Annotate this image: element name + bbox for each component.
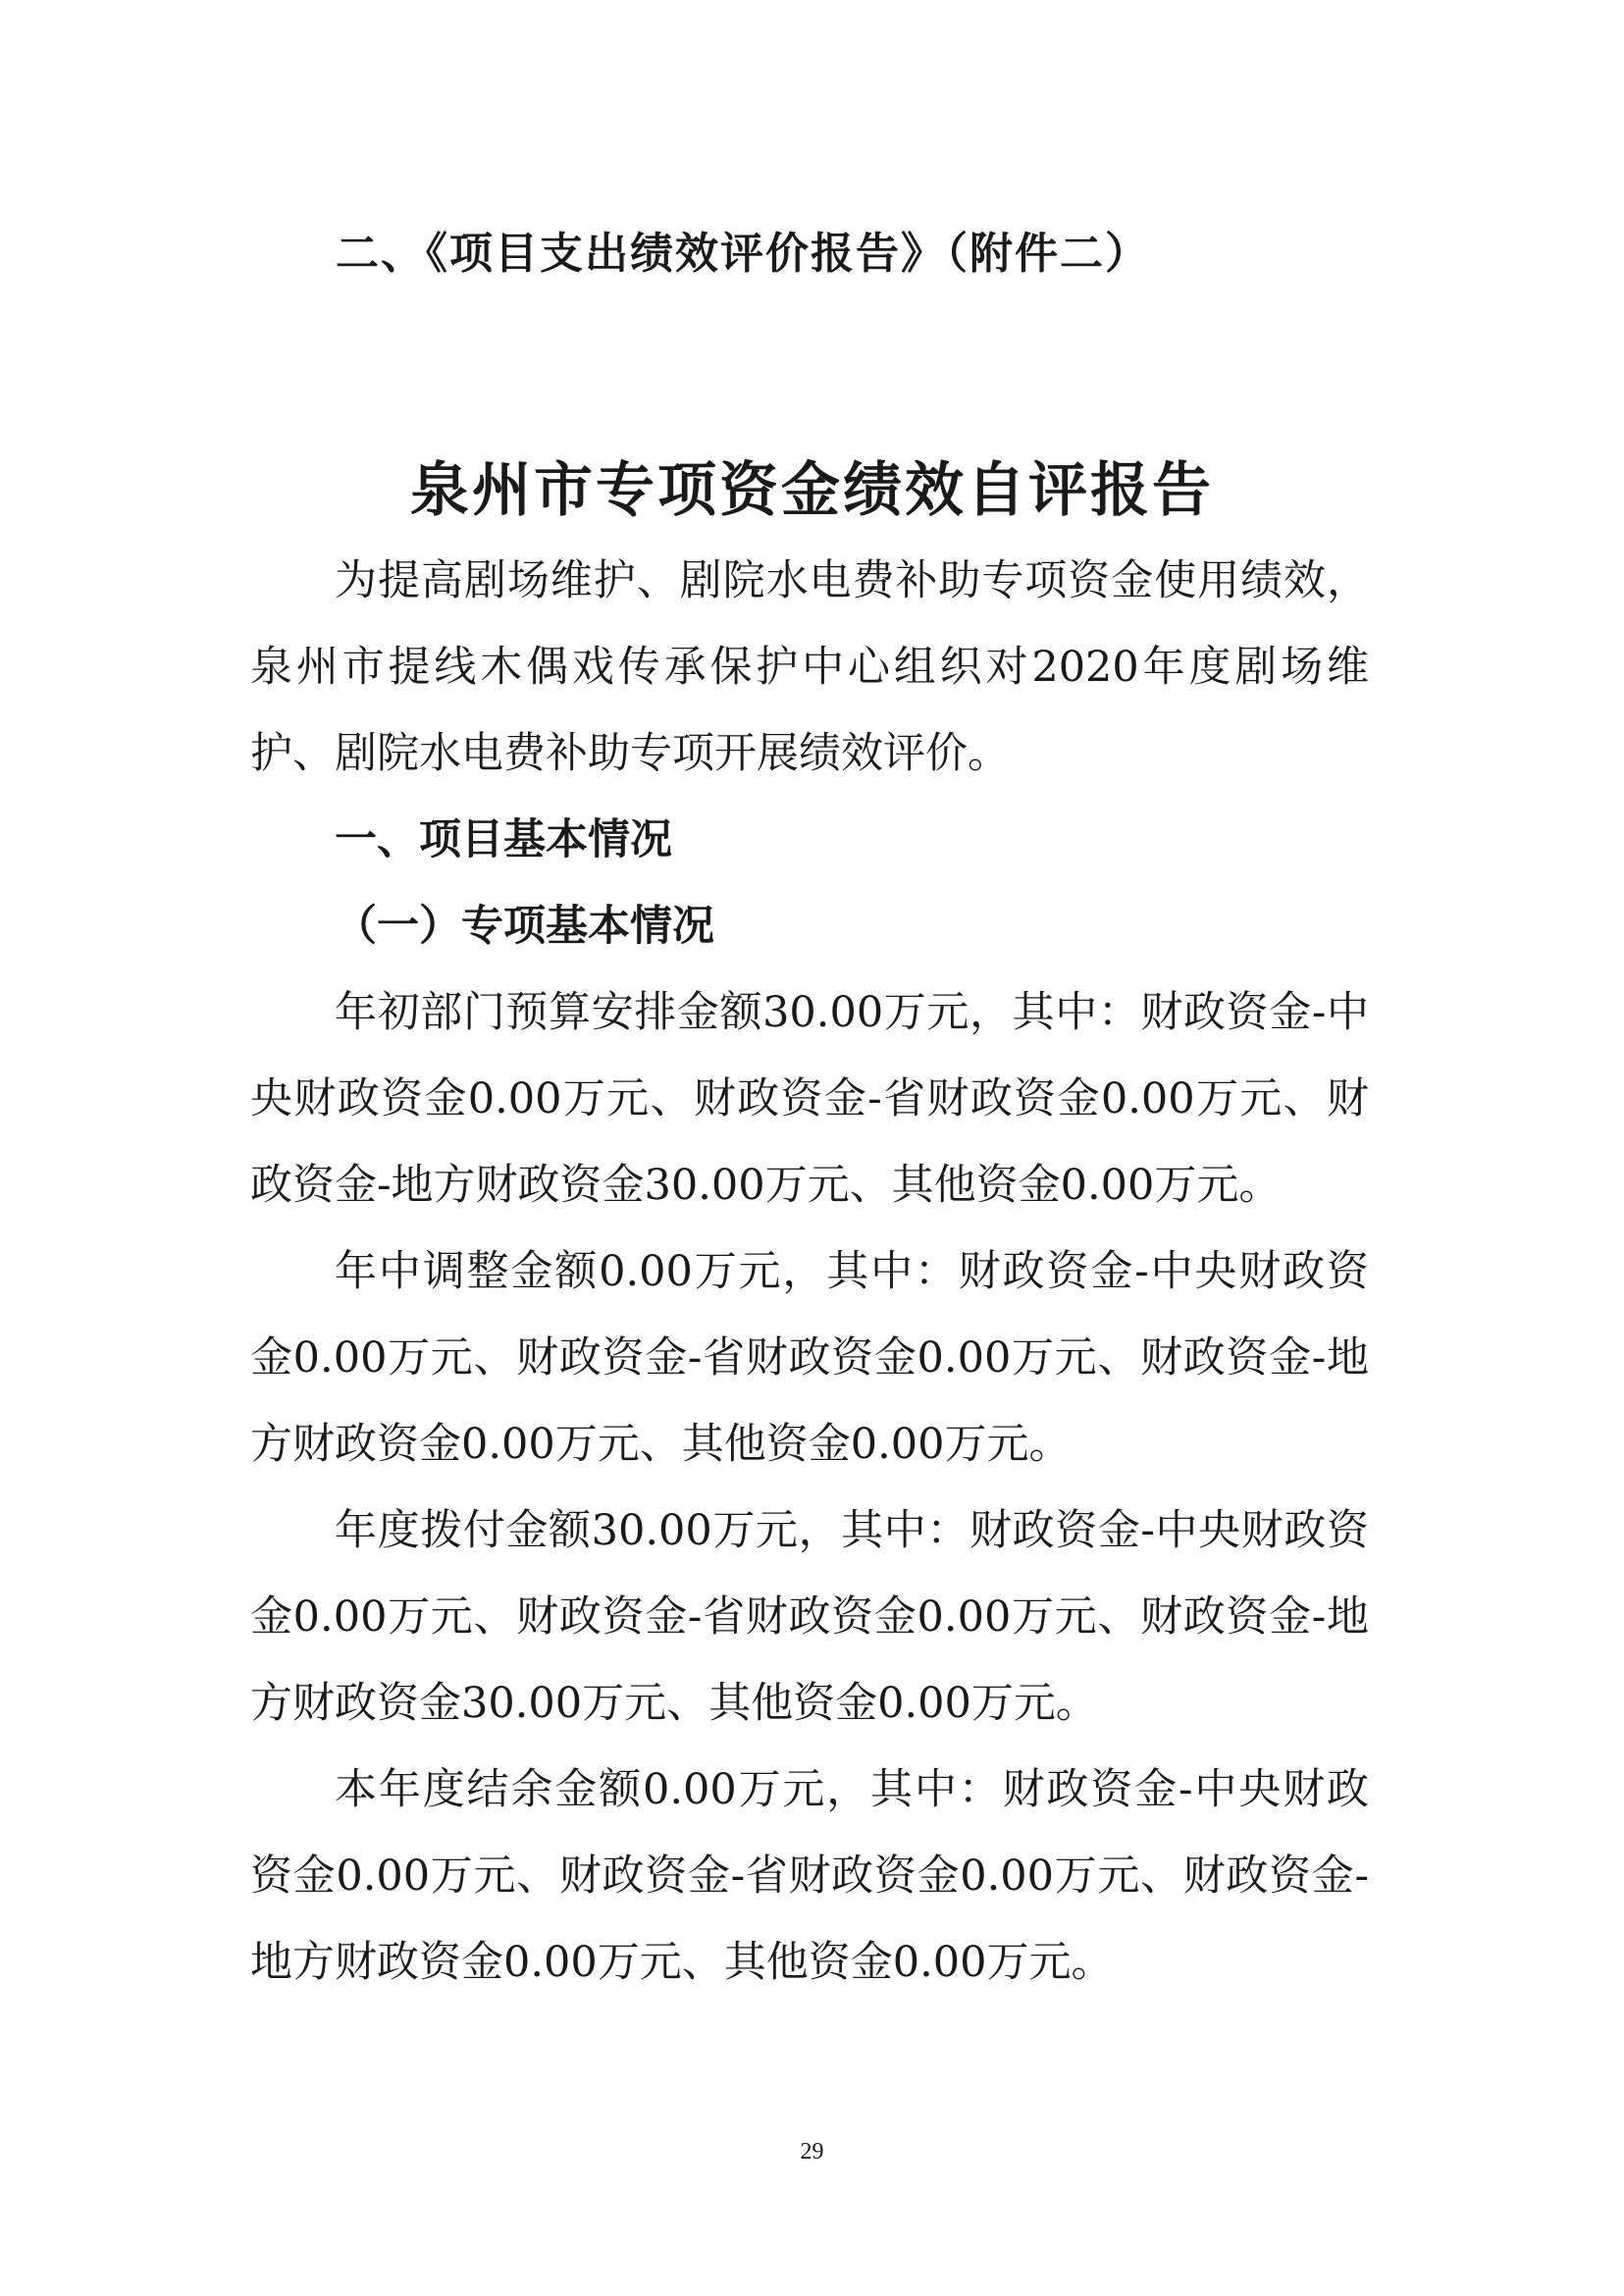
subsection-heading-special-fund-info: （一）专项基本情况 xyxy=(335,902,714,951)
paragraph-annual-allocation: 年度拨付金额30.00万元，其中：财政资金-中央财政资金0.00万元、财政资金-省财政资金0.00万元、财政资金-地方财政资金30.00万元、其他资金0.00万元。 xyxy=(250,1506,1369,1728)
attachment-heading: 二、《项目支出绩效评价报告》（附件二） xyxy=(336,229,1150,279)
paragraph-year-end-balance: 本年度结余金额0.00万元，其中：财政资金-中央财政资金0.00万元、财政资金-省财政资金0.00万元、财政资金-地方财政资金0.00万元、其他资金0.00万元。 xyxy=(250,1765,1369,1987)
intro-paragraph: 为提高剧场维护、剧院水电费补助专项资金使用绩效，泉州市提线木偶戏传承保护中心组织对2020年度剧场维护、剧院水电费补助专项开展绩效评价。 xyxy=(250,556,1369,778)
page-number: 29 xyxy=(800,2139,824,2165)
section-heading-basic-info: 一、项目基本情况 xyxy=(335,815,672,864)
document-body xyxy=(250,538,1369,2006)
paragraph-initial-budget: 年初部门预算安排金额30.00万元，其中：财政资金-中央财政资金0.00万元、财政资金-省财政资金0.00万元、财政资金-地方财政资金30.00万元、其他资金0.00万元。 xyxy=(250,988,1369,1210)
paragraph-midyear-adjustment: 年中调整金额0.00万元，其中：财政资金-中央财政资金0.00万元、财政资金-省财政资金0.00万元、财政资金-地方财政资金0.00万元、其他资金0.00万元。 xyxy=(250,1247,1369,1469)
report-title: 泉州市专项资金绩效自评报告 xyxy=(410,456,1214,525)
